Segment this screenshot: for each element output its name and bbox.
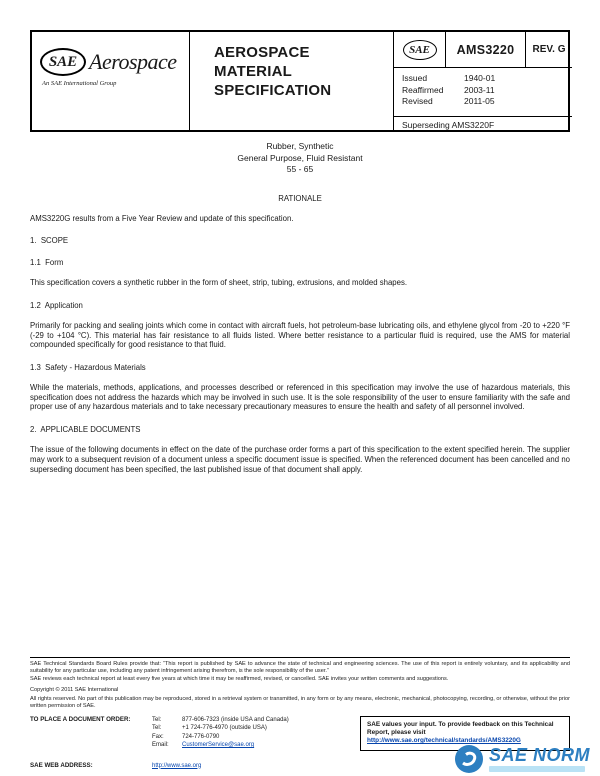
application-paragraph: Primarily for packing and sealing joints which come in contact with aircraft fuels, hot petroleum-base lubricating oils, and ethylene glycol from -20 to +220 °F (-29 to +104 °C). This material has fair resistance to all fluids listed. Where better resistance to a particular fluid is required, use the AMS for material compounded specifically for good resistance to that fluid. [30,320,570,350]
web-address-label: SAE WEB ADDRESS: [30,761,93,769]
sae-badge-text: SAE [409,43,430,56]
document-title-cell [190,32,394,130]
sae-badge [394,32,446,67]
applicable-documents-paragraph: The issue of the following documents in effect on the date of the purchase order forms a part of this specification to the extent specified herein. The supplier may work to a subsequent revision of a document unless a specific document issue is specified. When the referenced document has been cancelled and no superseding document has been specified, the last published issue of that document shall apply. [30,445,570,474]
safety-heading: 1.3 Safety - Hazardous Materials [30,363,146,373]
order-label: TO PLACE A DOCUMENT ORDER: [30,715,131,723]
fax-label: Fax: [152,733,164,740]
document-content [30,30,570,474]
sae-web-link[interactable]: http://www.sae.org [152,762,202,769]
revised-row [402,96,564,108]
aerospace-logo-text: Aerospace [89,49,177,74]
fax-value: 724-776-0790 [182,733,220,740]
review-note: SAE reviews each technical report at least every five years at which time it may be reaffirmed, revised, or cancelled. SAE invites your written comments and suggestions. [30,676,449,682]
sae-oval-logo-icon [40,48,86,76]
sae-norm-emblem-icon [454,744,484,774]
email-label: Email: [152,742,169,748]
feedback-text: SAE values your input. To provide feedback on this Technical Report, please visit [367,720,554,736]
tel-label-2: Tel: [152,725,162,731]
superseding-note: Superseding AMS3220F [402,120,495,130]
scope-heading: 1. SCOPE [30,236,69,246]
rights-line: All rights reserved. No part of this publication may be reproduced, stored in a retrieval system or transmitted, in any form or by any means, electronic, mechanical, photocopying, recording, or otherwise, without the prior written permission of SAE. [30,695,570,709]
document-order-block [30,716,340,771]
document-id-row [394,32,572,68]
standards-board-rules: SAE Technical Standards Board Rules provide that: “This report is published by SAE to advance the state of technical and engineering sciences. The use of this report is entirely voluntary, and its applicability and suitability for any particular use, including any patent infringement arising therefrom, is the sole responsibility of the user.” [30,660,570,674]
order-fax-row [152,733,340,742]
issued-row [402,73,564,85]
revision-history [394,68,572,117]
document-id-block [394,32,572,130]
sae-aerospace-logo [32,32,190,130]
watermark-text: SAE NORM [488,745,590,765]
watermark-subtitle-bar [489,766,585,772]
document-title: AEROSPACE MATERIAL SPECIFICATION [214,44,332,99]
logo-row [40,48,185,76]
copyright-line: Copyright © 2011 SAE International [30,687,119,693]
spec-title-block [30,141,570,176]
tel-intl-value: +1 724-776-4970 (outside USA) [182,725,267,731]
safety-paragraph: While the materials, methods, applications, and processes described or referenced in this specification may involve the use of hazardous materials, this specification does not address the hazards which may be involved in such use. It is the sole responsibility of the user to ensure familiarity with the safe and proper use of any hazardous materials and to take necessary precautionary measures to ensure the health and safety of all personnel involved. [30,383,570,412]
order-tel-usa-row [152,716,340,725]
tel-usa-value: 877-606-7323 (inside USA and Canada) [182,716,289,723]
order-tel-intl-row [152,724,340,733]
document-header [30,30,570,132]
order-email-row [152,741,340,750]
spec-title-line2: General Purpose, Fluid Resistant [237,152,363,163]
order-grid [30,716,340,750]
logo-tagline: An SAE International Group [42,80,117,87]
revision-label: REV. G [532,44,566,55]
reaffirmed-label: Reaffirmed [402,84,444,95]
watermark-text-wrap [489,746,590,772]
email-link[interactable]: CustomerService@sae.org [182,742,255,748]
reaffirmed-row [402,85,564,97]
rationale-paragraph: AMS3220G results from a Five Year Review and update of this specification. [30,213,294,223]
application-heading: 1.2 Application [30,300,83,310]
spec-title-line3: 55 - 65 [286,164,314,174]
revised-label: Revised [402,96,433,106]
issued-value: 1940-01 [464,73,496,83]
tel-label: Tel: [152,716,162,723]
applicable-documents-heading: 2. APPLICABLE DOCUMENTS [30,425,141,435]
web-address-row [30,762,340,771]
sae-logo-text: SAE [48,53,78,70]
sae-norm-watermark [454,744,590,774]
order-contact-rows [152,716,340,750]
form-paragraph: This specification covers a synthetic rubber in the form of sheet, strip, tubing, extrusions, and molded shapes. [30,278,408,288]
issued-label: Issued [402,73,428,83]
footer-divider [30,657,570,658]
form-heading: 1.1 Form [30,258,64,268]
rationale-heading: RATIONALE [278,193,322,203]
sae-badge-icon [403,40,437,60]
document-number: AMS3220 [446,32,526,67]
spec-title-line1: Rubber, Synthetic [266,141,334,151]
reaffirmed-value: 2003-11 [464,84,495,95]
feedback-link[interactable]: http://www.sae.org/technical/standards/AMS3220G [367,737,521,745]
revised-value: 2011-05 [464,96,495,106]
